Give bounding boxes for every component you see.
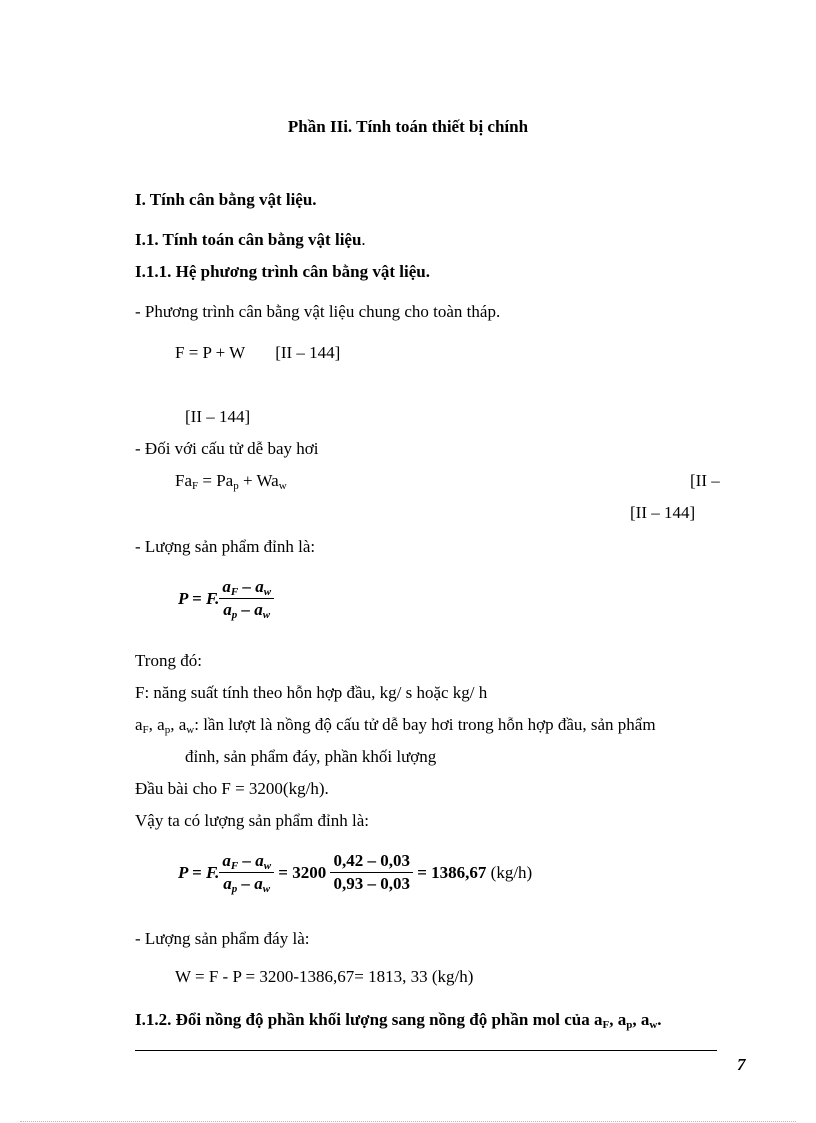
footer-rule <box>135 1050 717 1051</box>
equation-volatile-ref-a: [II – <box>690 471 720 490</box>
equation-volatile <box>175 471 287 491</box>
calc-numerator: 0,42 – 0,03 <box>330 851 413 873</box>
definition-a-continued: đỉnh, sản phẩm đáy, phần khối lượng <box>185 747 437 766</box>
heading-1-1-2 <box>135 1010 662 1030</box>
heading-1-1-rest: . <box>361 230 366 249</box>
frac-var: a <box>223 874 232 893</box>
h112-text: , a <box>609 1010 627 1029</box>
formula-top-product <box>178 577 274 620</box>
frac-sub: F <box>230 586 239 598</box>
calc-result: = 1386,67 <box>412 862 487 882</box>
so-line: Vậy ta có lượng sản phẩm đỉnh là: <box>135 811 369 830</box>
heading-1-1-1: I.1.1. Hệ phương trình cân bằng vật liệu. <box>135 262 430 281</box>
equation-balance-text: F = P + W <box>175 343 246 362</box>
formula-calculation <box>178 851 532 894</box>
definition-F: F: năng suất tính theo hỗn hợp đầu, kg/ s hoặc kg/ h <box>135 683 488 702</box>
eq2-part: = Pa <box>198 471 234 490</box>
frac-sub: F <box>230 860 239 872</box>
frac-var: – a <box>238 851 264 870</box>
calc-fraction-numeric <box>330 851 413 894</box>
formula-lhs: P = F. <box>178 588 220 608</box>
where-label: Trong đó: <box>135 651 202 670</box>
h112-sub: F <box>602 1019 610 1031</box>
frac-var: a <box>222 851 231 870</box>
def-a-sub: p <box>164 724 171 736</box>
frac-var: a <box>223 600 232 619</box>
frac-var: – a <box>238 577 264 596</box>
eq2-sub: w <box>278 480 287 492</box>
h112-text: I.1.2. Đổi nồng độ phần khối lượng sang nồng độ phần mol của a <box>135 1010 603 1029</box>
heading-1-1 <box>135 230 366 250</box>
eq2-part: + Wa <box>238 471 279 490</box>
intro-line: - Phương trình cân bằng vật liệu chung cho toàn tháp. <box>135 302 501 321</box>
frac-sub: w <box>262 609 271 621</box>
top-product-line: - Lượng sản phẩm đỉnh là: <box>135 537 316 556</box>
volatile-line: - Đối với cấu tử dễ bay hơi <box>135 439 319 458</box>
def-a-var: , a <box>148 715 165 734</box>
h112-sub: w <box>649 1019 658 1031</box>
calc-denominator: 0,93 – 0,03 <box>333 874 410 893</box>
page-edge-dotted-line <box>20 1121 796 1122</box>
calc-eq-3200: = 3200 <box>274 862 331 882</box>
equation-volatile-ref-b: [II – 144] <box>630 503 696 522</box>
calc-lhs: P = F. <box>178 862 220 882</box>
def-a-text: : lần lượt là nồng độ cấu tử dễ bay hơi trong hỗn hợp đầu, sản phẩm <box>194 715 656 734</box>
frac-sub: p <box>231 883 238 895</box>
eq2-sub: p <box>233 480 239 492</box>
def-a-sub: F <box>142 724 149 736</box>
calc-unit: (kg/h) <box>486 862 533 882</box>
equation-balance <box>175 343 340 363</box>
frac-sub: p <box>231 609 238 621</box>
formula-fraction <box>219 577 274 620</box>
bottom-product-line: - Lượng sản phẩm đáy là: <box>135 929 310 948</box>
w-calculation: W = F - P = 3200-1386,67= 1813, 33 (kg/h) <box>175 967 474 986</box>
frac-sub: w <box>263 586 272 598</box>
page-number: 7 <box>737 1055 746 1074</box>
definition-a <box>135 715 656 735</box>
h112-text: , a <box>632 1010 650 1029</box>
def-a-var: a <box>135 715 143 734</box>
equation-balance-ref: [II – 144] <box>275 343 341 362</box>
reference-standalone: [II – 144] <box>185 407 251 426</box>
frac-var: a <box>222 577 231 596</box>
h112-sub: p <box>626 1019 633 1031</box>
def-a-var: , a <box>170 715 187 734</box>
calc-fraction-symbolic <box>219 851 274 894</box>
h112-text: . <box>657 1010 662 1029</box>
given-line: Đầu bài cho F = 3200(kg/h). <box>135 779 329 798</box>
heading-1: I. Tính cân bằng vật liệu. <box>135 190 317 209</box>
def-a-sub: w <box>186 724 195 736</box>
section-title: Phần IIi. Tính toán thiết bị chính <box>287 117 529 136</box>
eq2-sub: F <box>192 480 199 492</box>
frac-sub: w <box>262 883 271 895</box>
eq2-part: Fa <box>175 471 192 490</box>
heading-1-1-bold: I.1. Tính toán cân bằng vật liệu <box>135 230 362 249</box>
frac-sub: w <box>263 860 272 872</box>
frac-var: – a <box>237 600 263 619</box>
frac-var: – a <box>237 874 263 893</box>
